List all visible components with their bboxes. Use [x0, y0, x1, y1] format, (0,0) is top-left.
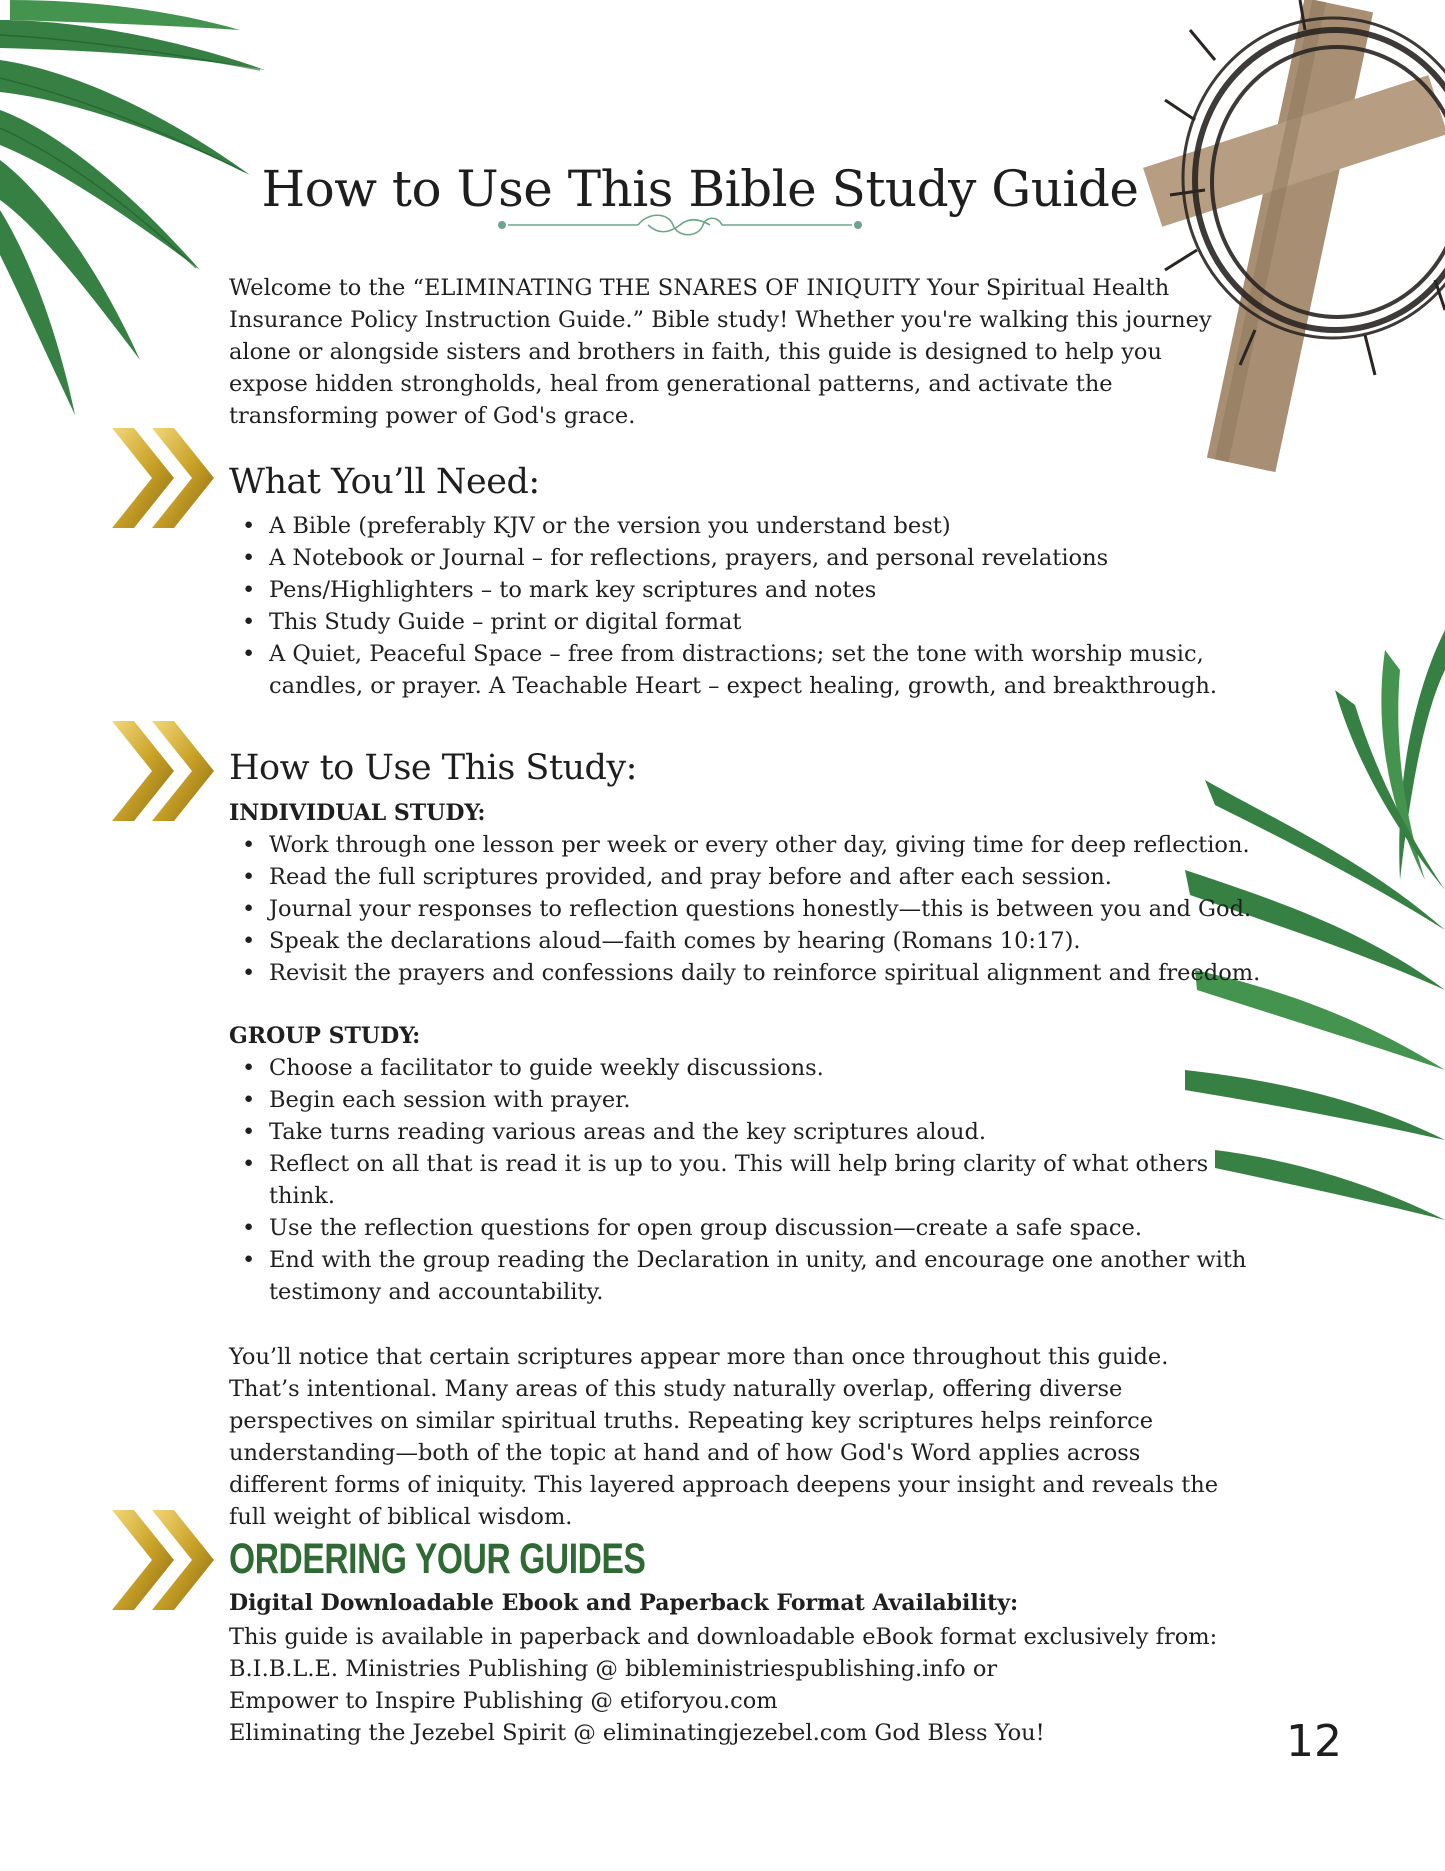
list-item: • Reflect on all that is read it is up to you. This will help bring clarity of what others think. — [269, 1148, 1269, 1212]
list-item: • Use the reflection questions for open group discussion—create a safe space. — [269, 1212, 1269, 1244]
list-item: • Pens/Highlighters – to mark key scriptures and notes — [269, 574, 1269, 606]
gold-chevron-icon — [112, 1510, 222, 1610]
group-study-list — [229, 1052, 1269, 1308]
page-number: 12 — [1286, 1716, 1342, 1767]
gold-chevron-icon — [112, 721, 222, 821]
intro-paragraph: Welcome to the “ELIMINATING THE SNARES OF INIQUITY Your Spiritual Health Insurance Policy Instruction Guide.” Bible study! Whether you're walking this journey alone or alongside sisters and brothers in faith, this guide is designed to help you expose hidden strongholds, heal from generational patterns, and activate the transforming power of God's grace. — [229, 275, 1212, 429]
page-title: How to Use This Bible Study Guide — [261, 159, 1139, 218]
individual-study-list — [229, 829, 1269, 989]
ordering-line: Eliminating the Jezebel Spirit @ eliminatingjezebel.com God Bless You! — [229, 1720, 1045, 1746]
list-item: • Read the full scriptures provided, and pray before and after each session. — [269, 861, 1269, 893]
list-item: • Choose a facilitator to guide weekly discussions. — [269, 1052, 1269, 1084]
crown-of-thorns-cross-image — [1105, 0, 1445, 520]
list-item: • Begin each session with prayer. — [269, 1084, 1269, 1116]
how-to-use-heading: How to Use This Study: — [229, 748, 637, 788]
what-youll-need-list — [229, 510, 1269, 702]
ordering-details — [229, 1621, 1217, 1749]
list-item: • A Notebook or Journal – for reflections, prayers, and personal revelations — [269, 542, 1269, 574]
list-item: • A Bible (preferably KJV or the version you understand best) — [269, 510, 1269, 542]
ordering-line: This guide is available in paperback and downloadable eBook format exclusively from: — [229, 1624, 1218, 1650]
list-item: • Journal your responses to reflection questions honestly—this is between you and God. — [269, 893, 1269, 925]
ordering-line: Empower to Inspire Publishing @ etiforyou.com — [229, 1688, 778, 1714]
gold-chevron-icon — [112, 428, 222, 528]
ordering-heading: ORDERING YOUR GUIDES — [229, 1535, 646, 1583]
list-item: • End with the group reading the Declaration in unity, and encourage one another with testimony and accountability. — [269, 1244, 1269, 1308]
list-item: • Revisit the prayers and confessions daily to reinforce spiritual alignment and freedom. — [269, 957, 1269, 989]
closing-paragraph: You’ll notice that certain scriptures appear more than once throughout this guide. That’s intentional. Many areas of this study naturally overlap, offering diverse perspectives on similar spiritual truths. Repeating key scriptures helps reinforce understanding—both of the topic at hand and of how God's Word applies across different forms of iniquity. This layered approach deepens your insight and reveals the full weight of biblical wisdom. — [229, 1344, 1219, 1530]
list-item: • Take turns reading various areas and the key scriptures aloud. — [269, 1116, 1269, 1148]
ordering-line: B.I.B.L.E. Ministries Publishing @ bibleministriespublishing.info or — [229, 1656, 998, 1682]
group-study-label: GROUP STUDY: — [229, 1023, 421, 1049]
list-item: • Work through one lesson per week or every other day, giving time for deep reflection. — [269, 829, 1269, 861]
list-item: • This Study Guide – print or digital format — [269, 606, 1269, 638]
ordering-subheading: Digital Downloadable Ebook and Paperback Format Availability: — [229, 1590, 1019, 1616]
list-item: • A Quiet, Peaceful Space – free from distractions; set the tone with worship music, candles, or prayer. A Teachable Heart – expect healing, growth, and breakthrough. — [269, 638, 1269, 702]
divider-flourish-icon — [488, 210, 872, 240]
list-item: • Speak the declarations aloud—faith comes by hearing (Romans 10:17). — [269, 925, 1269, 957]
individual-study-label: INDIVIDUAL STUDY: — [229, 800, 486, 826]
what-youll-need-heading: What You’ll Need: — [229, 462, 540, 502]
